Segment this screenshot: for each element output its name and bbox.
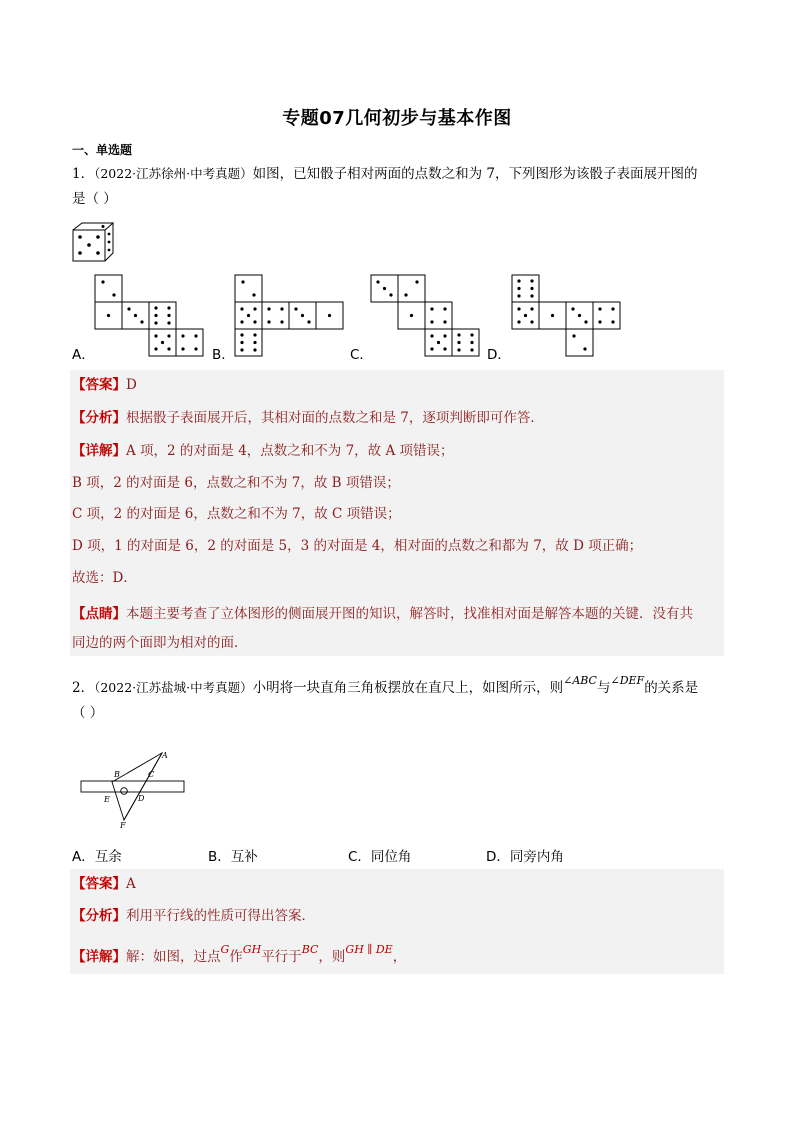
q2-answer-value: A — [126, 876, 136, 892]
label-c: C — [148, 770, 155, 779]
q1-detail-b: B 项，2 的对面是 6，点数之和不为 7，故 B 项错误； — [72, 475, 400, 491]
dice-net-d — [511, 274, 627, 358]
line-bc: BC — [301, 943, 319, 956]
point-g: G — [220, 943, 230, 956]
q2-option-d: D．同旁内角 — [486, 849, 564, 865]
question-2-text: 2．（2022·江苏盐城·中考真题）小明将一块直角三角板摆放在直尺上，如图所示，则$^{\angle ABC}$与$^{\angle DEF}$的关系是 （ ） — [72, 674, 699, 721]
q2-detail-row: 【详解】解：如图，过点$^G$作$^{GH}$平行于$^{BC}$，则$^{GH \parallel DE}$， — [72, 943, 407, 965]
label-f: F — [120, 821, 126, 830]
angle-abc: ∠ABC — [563, 674, 597, 687]
q2-answer-row: 【答案】A — [72, 876, 136, 892]
q2-analysis-row: 【分析】利用平行线的性质可得出答案． — [72, 908, 315, 924]
label-e: E — [104, 795, 110, 804]
option-a-label: A． — [72, 347, 95, 363]
option-d-label: D． — [487, 347, 511, 363]
dice-net-c — [370, 274, 486, 358]
q1-answer-value: D — [126, 377, 137, 393]
q1-analysis-row: 【分析】根据骰子表面展开后，其相对面的点数之和是 7，逐项判断即可作答． — [72, 410, 544, 426]
line-gh: GH — [242, 943, 262, 956]
dice-net-b — [234, 274, 346, 358]
gh-parallel-de: GH ∥ DE — [345, 943, 393, 956]
q1-choose: 故选：D． — [72, 570, 137, 586]
option-b-label: B． — [212, 347, 235, 363]
q2-option-a: A．互余 — [72, 849, 122, 865]
label-b: B — [114, 770, 120, 779]
q2-option-b: B．互补 — [208, 849, 258, 865]
question-number: 2． — [72, 680, 95, 696]
angle-def: ∠DEF — [610, 674, 645, 687]
label-d: D — [138, 794, 145, 803]
q1-detail-row: 【详解】A 项，2 的对面是 4，点数之和不为 7，故 A 项错误； — [72, 443, 454, 459]
q1-detail-d: D 项，1 的对面是 6，2 的对面是 5，3 的对面是 4，相对面的点数之和都为 7，故 D 项正确； — [72, 538, 643, 554]
q1-comment: 【点睛】本题主要考查了立体图形的侧面展开图的知识，解答时，找准相对面是解答本题的关键．没有共 同边的两个面即为相对的面． — [72, 606, 693, 651]
q2-option-c: C．同位角 — [348, 849, 412, 865]
question-1-text — [72, 161, 724, 212]
q1-detail-c: C 项，2 的对面是 6，点数之和不为 7，故 C 项错误； — [72, 506, 401, 522]
option-c-label: C． — [350, 347, 373, 363]
dice-net-a — [94, 274, 210, 358]
label-a: A — [162, 751, 168, 760]
q1-answer-row: 【答案】D — [72, 377, 137, 393]
question-stem-line2: 是（ ） — [72, 191, 117, 207]
question-stem: 如图，已知骰子相对两面的点数之和为 7，下列图形为该骰子表面展开图的 — [252, 166, 698, 182]
page-title: 专题07几何初步与基本作图 — [282, 108, 512, 129]
question-number: 1． — [72, 166, 95, 182]
question-source: （2022·江苏盐城·中考真题） — [94, 680, 253, 695]
question-source: （2022·江苏徐州·中考真题） — [94, 166, 253, 181]
triangle-ruler-figure — [78, 746, 190, 830]
section-heading: 一、单选题 — [72, 143, 133, 157]
dice-cube-figure — [70, 222, 116, 264]
